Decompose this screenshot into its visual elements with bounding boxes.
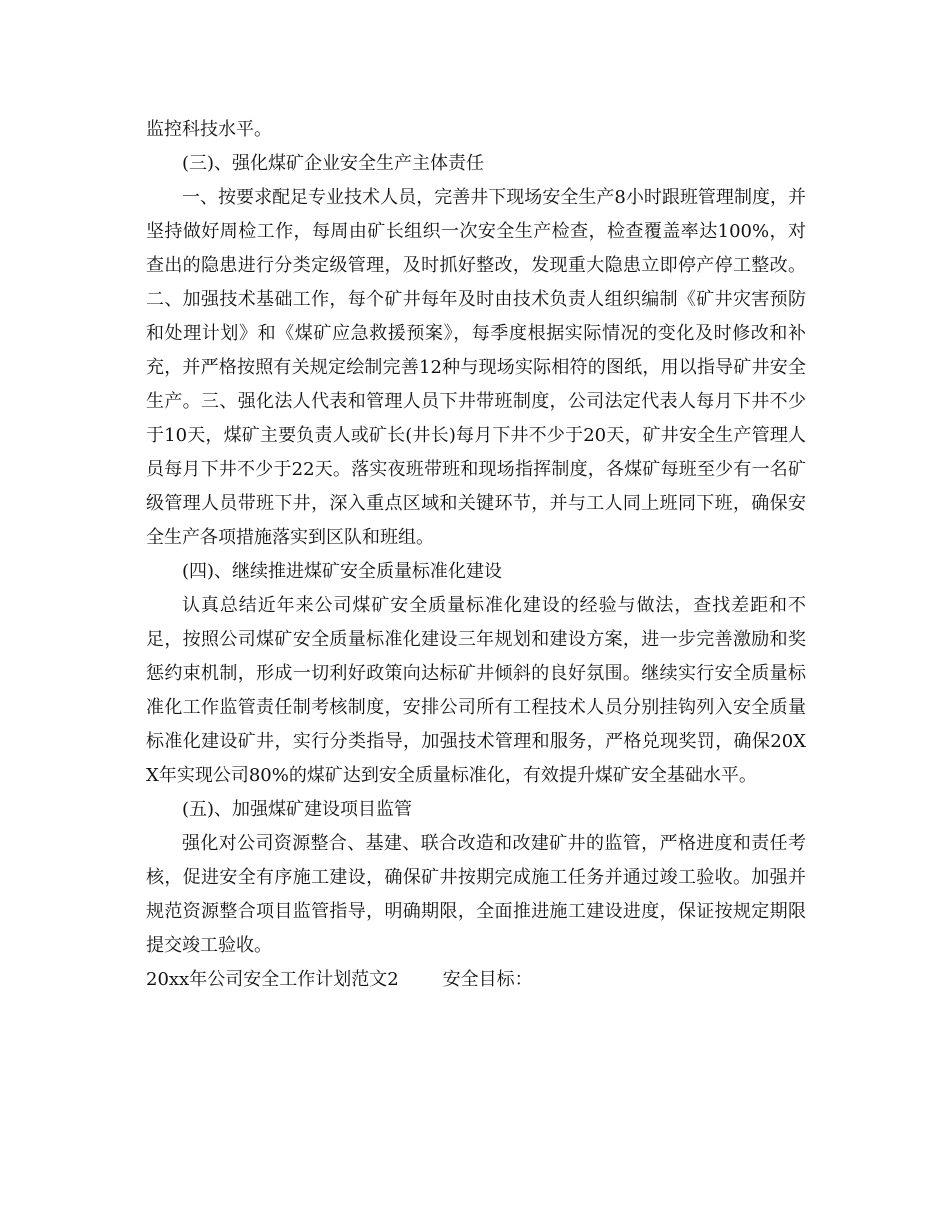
- paragraph-section-5: 强化对公司资源整合、基建、联合改造和改建矿井的监管，严格进度和责任考核，促进安全有序施工建设，确保矿井按期完成施工任务并通过竣工验收。加强并规范资源整合项目监管指导，明确期限，全面推进施工建设进度，保证按规定期限提交竣工验收。: [146, 833, 806, 956]
- section-heading-4: (四)、继续推进煤矿安全质量标准化建设: [182, 561, 503, 582]
- safety-goal-label: 安全目标：: [442, 969, 533, 990]
- section-heading-3: (三)、强化煤矿企业安全生产主体责任: [182, 153, 485, 174]
- section-heading-5: (五)、加强煤矿建设项目监管: [182, 799, 413, 820]
- paragraph-section-3: 一、按要求配足专业技术人员，完善井下现场安全生产8小时跟班管理制度，并坚持做好周检工作，每周由矿长组织一次安全生产检查，检查覆盖率达100%，对查出的隐患进行分类定级管理，及时抓好整改，发现重大隐患立即停产停工整改。二、加强技术基础工作，每个矿井每年及时由技术负责人组织编制《矿井灾害预防和处理计划》和《煤矿应急救援预案》，每季度根据实际情况的变化及时修改和补充，并严格按照有关规定绘制完善12种与现场实际相符的图纸，用以指导矿井安全生产。三、强化法人代表和管理人员下井带班制度，公司法定代表人每月下井不少于10天，煤矿主要负责人或矿长(井长)每月下井不少于20天，矿井安全生产管理人员每月下井不少于22天。落实夜班带班和现场指挥制度，各煤矿每班至少有一名矿级管理人员带班下井，深入重点区域和关键环节，并与工人同上班同下班，确保安全生产各项措施落实到区队和班组。: [146, 187, 806, 548]
- document-body: [146, 113, 806, 997]
- plan-title: 20xx年公司安全工作计划范文2: [146, 969, 399, 990]
- paragraph-section-4: 认真总结近年来公司煤矿安全质量标准化建设的经验与做法，查找差距和不足，按照公司煤矿安全质量标准化建设三年规划和建设方案，进一步完善激励和奖惩约束机制，形成一切利好政策向达标矿井倾斜的良好氛围。继续实行安全质量标准化工作监管责任制考核制度，安排公司所有工程技术人员分别挂钩列入安全质量标准化建设矿井，实行分类指导，加强技术管理和服务，严格兑现奖罚，确保20XX年实现公司80%的煤矿达到安全质量标准化，有效提升煤矿安全基础水平。: [146, 595, 806, 786]
- paragraph-intro-tail: 监控科技水平。: [146, 119, 272, 140]
- plan-title-line: [146, 963, 806, 997]
